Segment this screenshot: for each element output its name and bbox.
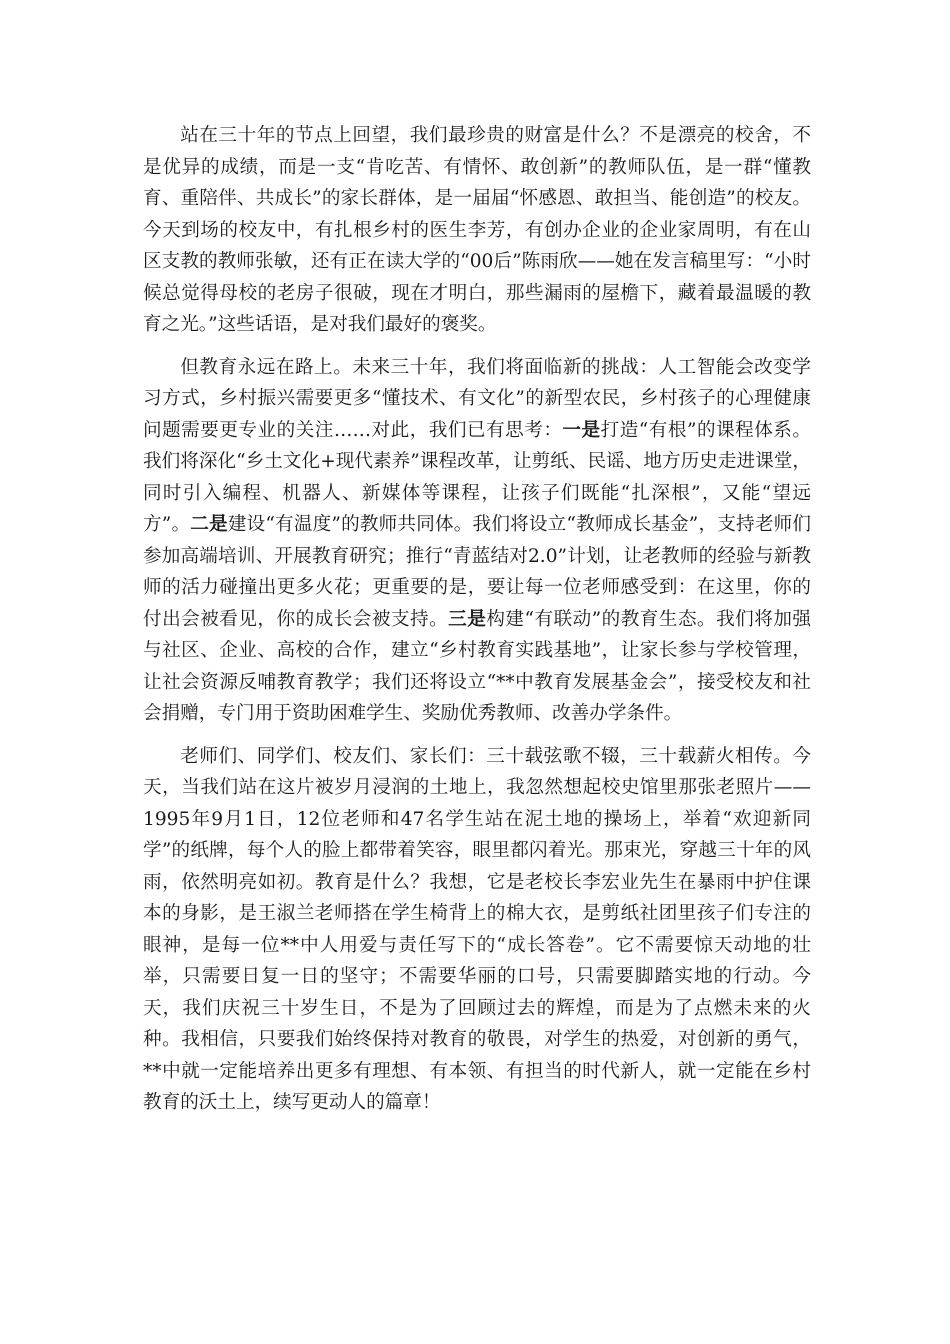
paragraph-future-plans	[143, 352, 811, 730]
point-three-text: 构建“有联动”的教育生态。我们将加强与社区、企业、高校的合作，建立“乡村教育实践基地”，让家长参与学校管理，让社会资源反哺教育教学；我们还将设立“**中教育发展基金会”，接受校友和社会捐赠，专门用于资助困难学生、奖励优秀教师、改善办学条件。	[143, 608, 811, 724]
point-two-text: 建设“有温度”的教师共同体。我们将设立“教师成长基金”，支持老师们参加高端培训、开展教育研究；推行“青蓝结对2.0”计划，让老教师的经验与新教师的活力碰撞出更多火花；更重要的是，要让每一位老师感受到：在这里，你的付出会被看见，你的成长会被支持。	[143, 514, 811, 630]
future-plans-intro: 但教育永远在路上。未来三十年，我们将面临新的挑战：人工智能会改变学习方式，乡村振兴需要更多“懂技术、有文化”的新型农民，乡村孩子的心理健康问题需要更专业的关注……对此，我们已有思考：	[143, 356, 811, 441]
document-body	[143, 120, 811, 1130]
point-three-lead: 三是	[448, 608, 487, 630]
point-two-lead: 二是	[190, 514, 228, 535]
paragraph-reflection: 站在三十年的节点上回望，我们最珍贵的财富是什么？不是漂亮的校舍，不是优异的成绩，而是一支“肯吃苦、有情怀、敢创新”的教师队伍，是一群“懂教育、重陪伴、共成长”的家长群体，是一届届“怀感恩、敢担当、能创造”的校友。今天到场的校友中，有扎根乡村的医生李芳，有创办企业的企业家周明，有在山区支教的教师张敏，还有正在读大学的“00后”陈雨欣——她在发言稿里写：“小时候总觉得母校的老房子很破，现在才明白，那些漏雨的屋檐下，藏着最温暖的教育之光。”这些话语，是对我们最好的褒奖。	[143, 125, 811, 335]
point-one-lead: 一是	[562, 419, 601, 441]
point-one-text: 打造“有根”的课程体系。我们将深化“乡土文化+现代素养”课程改革，让剪纸、民谣、地方历史走进课堂，同时引入编程、机器人、新媒体等课程，让孩子们既能“扎深根”，又能“望远方”。	[143, 419, 811, 535]
paragraph-closing: 老师们、同学们、校友们、家长们：三十载弦歌不辍，三十载薪火相传。今天，当我们站在这片被岁月浸润的土地上，我忽然想起校史馆里那张老照片——1995年9月1日，12位老师和47名学生站在泥土地的操场上，举着“欢迎新同学”的纸牌，每个人的脸上都带着笑容，眼里都闪着光。那束光，穿越三十年的风雨，依然明亮如初。教育是什么？我想，它是老校长李宏业先生在暴雨中护住课本的身影，是王淑兰老师搭在学生椅背上的棉大衣，是剪纸社团里孩子们专注的眼神，是每一位**中人用爱与责任写下的“成长答卷”。它不需要惊天动地的壮举，只需要日复一日的坚守；不需要华丽的口号，只需要脚踏实地的行动。今天，我们庆祝三十岁生日，不是为了回顾过去的辉煌，而是为了点燃未来的火种。我相信，只要我们始终保持对教育的敬畏，对学生的热爱，对创新的勇气，**中就一定能培养出更多有理想、有本领、有担当的时代新人，就一定能在乡村教育的沃土上，续写更动人的篇章！	[143, 745, 811, 1113]
